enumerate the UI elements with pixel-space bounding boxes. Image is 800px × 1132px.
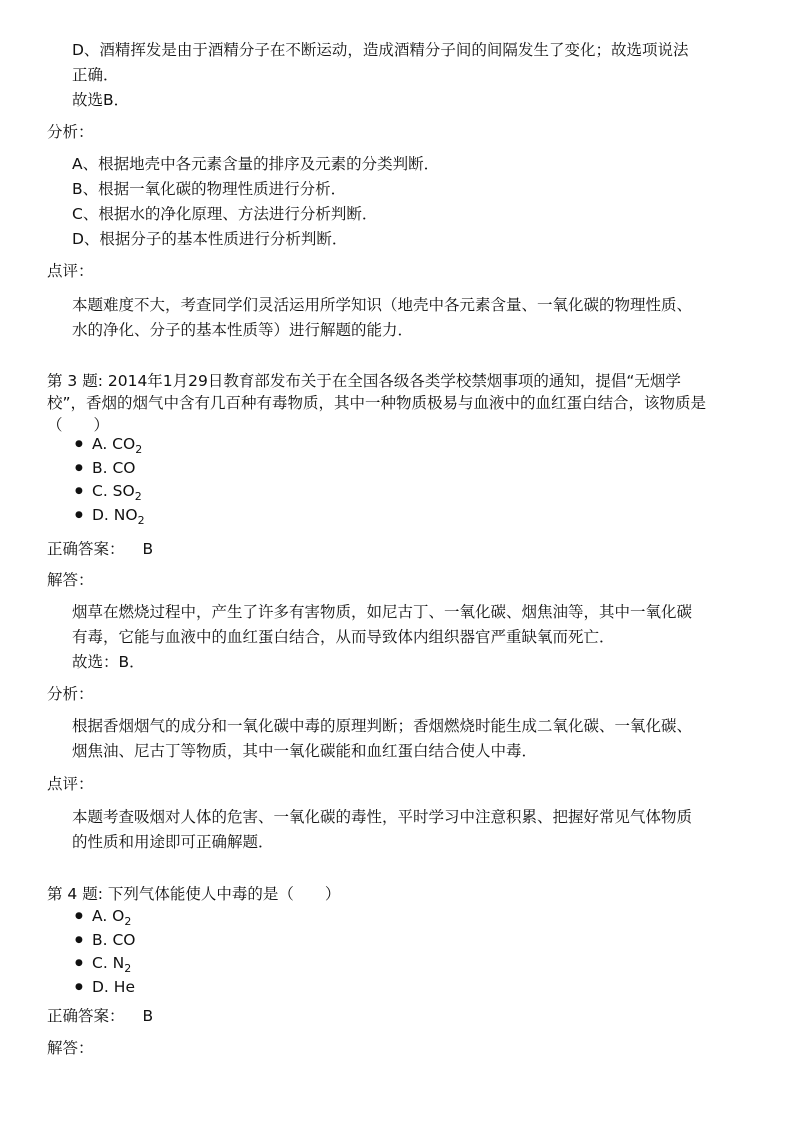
option-c: ● C. $SO_2$ xyxy=(47,480,145,504)
question-3-review-label: 点评： xyxy=(47,775,94,793)
prev-analysis-line: D、根据分子的基本性质进行分析判断． xyxy=(72,230,348,248)
question-3-solution xyxy=(72,600,727,675)
solution-line: 烟草在燃烧过程中，产生了许多有害物质，如尼古丁、一氧化碳、烟焦油等，其中一氧化碳 xyxy=(72,603,693,621)
prev-analysis-line: A、根据地壳中各元素含量的排序及元素的分类判断． xyxy=(72,155,440,173)
question-4-line: 第 4 题: 下列气体能使人中毒的是（ ） xyxy=(47,885,341,903)
option-a: ● A. $O_2$ xyxy=(47,905,136,929)
review-line: 本题考查吸烟对人体的危害、一氧化碳的毒性，平时学习中注意积累、把握好常见气体物质 xyxy=(72,808,693,826)
option-b: ● B. CO xyxy=(47,457,145,481)
question-3-analysis-label: 分析： xyxy=(47,685,94,703)
prev-analysis xyxy=(72,152,727,252)
prev-analysis-label: 分析： xyxy=(47,123,94,141)
option-b: ● B. CO xyxy=(47,929,136,953)
question-4-options xyxy=(47,905,136,999)
analysis-line: 烟焦油、尼古丁等物质，其中一氧化碳能和血红蛋白结合使人中毒． xyxy=(72,742,538,760)
question-3-solution-label: 解答： xyxy=(47,571,94,589)
prev-choice: 故选B． xyxy=(72,91,130,109)
question-3-options xyxy=(47,433,145,527)
question-3-stem xyxy=(47,370,747,436)
prev-review-line: 本题难度不大，考查同学们灵活运用所学知识（地壳中各元素含量、一氧化碳的物理性质、 xyxy=(72,296,693,314)
question-3-analysis xyxy=(72,714,727,764)
option-d: ● D. He xyxy=(47,976,136,1000)
answer-label: 正确答案： xyxy=(47,540,125,558)
question-3-review xyxy=(72,805,727,855)
option-d: ● D. $NO_2$ xyxy=(47,504,145,528)
prev-solution xyxy=(72,38,727,113)
question-4-answer xyxy=(47,1005,153,1027)
solution-line: 故选：B． xyxy=(72,653,145,671)
solution-line: 有毒，它能与血液中的血红蛋白结合，从而导致体内组织器官严重缺氧而死亡． xyxy=(72,628,615,646)
prev-review-label: 点评： xyxy=(47,262,94,280)
answer-label: 正确答案： xyxy=(47,1007,125,1025)
prev-solution-line: D、酒精挥发是由于酒精分子在不断运动，造成酒精分子间的间隔发生了变化；故选项说法 xyxy=(72,41,689,59)
answer-value: B xyxy=(142,1007,154,1025)
prev-review xyxy=(72,293,727,343)
question-3-line: 第 3 题: 2014年1月29日教育部发布关于在全国各级各类学校禁烟事项的通知，提倡“无烟学 xyxy=(47,372,681,390)
option-c: ● C. $N_2$ xyxy=(47,952,136,976)
question-3-line: 校”，香烟的烟气中含有几百种有毒物质，其中一种物质极易与血液中的血红蛋白结合，该物质是 xyxy=(47,394,707,412)
question-3-answer xyxy=(47,538,153,560)
answer-value: B xyxy=(142,540,154,558)
prev-solution-line: 正确． xyxy=(72,66,119,84)
question-4-stem xyxy=(47,883,747,905)
option-a: ● A. $CO_2$ xyxy=(47,433,145,457)
prev-analysis-line: C、根据水的净化原理、方法进行分析判断． xyxy=(72,205,378,223)
analysis-line: 根据香烟烟气的成分和一氧化碳中毒的原理判断；香烟燃烧时能生成二氧化碳、一氧化碳、 xyxy=(72,717,693,735)
prev-review-line: 水的净化、分子的基本性质等）进行解题的能力． xyxy=(72,321,414,339)
prev-analysis-line: B、根据一氧化碳的物理性质进行分析． xyxy=(72,180,347,198)
question-3-line: （ ） xyxy=(47,416,110,434)
review-line: 的性质和用途即可正确解题． xyxy=(72,833,274,851)
question-4-solution-label: 解答： xyxy=(47,1039,94,1057)
